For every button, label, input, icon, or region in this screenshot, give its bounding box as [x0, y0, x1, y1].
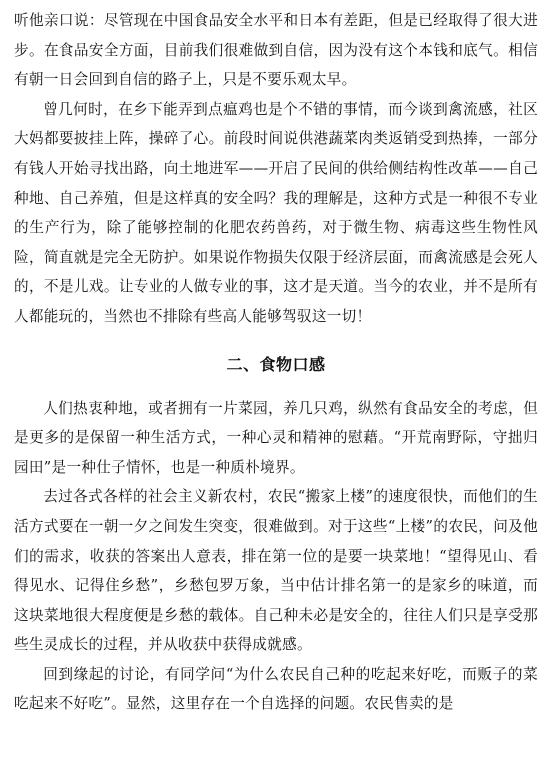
- paragraph-lifestyle: 人们热衷种地，或者拥有一片菜园，养几只鸡，纵然有食品安全的考虑，但是更多的是保留一种生活方式，一种心灵和精神的慰藉。“开荒南野际，守拙归园田”是一种仕子情怀，也是一种质朴境界。: [14, 399, 538, 476]
- paragraph-poultry-safety: 曾几何时，在乡下能弄到点瘟鸡也是个不错的事情，而今谈到禽流感，社区大妈都要披挂上阵，操碎了心。前段时间说供港蔬菜肉类返销受到热捧，一部分有钱人开始寻找出路，向土地进军——开启了民间的供给侧结构性改革——自己种地、自己养殖，但是这样真的安全吗？我的理解是，这种方式是一种很不专业的生产行为，除了能够控制的化肥农药兽药，对于微生物、病毒这些生物性风险，简直就是完全无防护。如果说作物损失仅限于经济层面，而禽流感是会死人的，不是儿戏。让专业的人做专业的事，这才是天道。当今的农业，并不是所有人都能玩的，当然也不排除有些高人能够驾驭这一切！: [14, 100, 538, 325]
- paragraph-continuation: 听他亲口说：尽管现在中国食品安全水平和日本有差距，但是已经取得了很大进步。在食品安全方面，目前我们很难做到自信，因为没有这个本钱和底气。相信有朝一日会回到自信的路子上，只是不要乐观太早。: [14, 12, 538, 89]
- paragraph-new-countryside: 去过各式各样的社会主义新农村，农民“搬家上楼”的速度很快，而他们的生活方式要在一朝一夕之间发生突变，很难做到。对于这些“上楼”的农民，问及他们的需求，收获的答案出人意表，排在第一位的是要一块菜地！“望得见山、看得见水、记得住乡愁”，乡愁包罗万象，当中估计排名第一的是家乡的味道，而这块菜地很大程度便是乡愁的载体。自己种未必是安全的，往往人们只是享受那些生灵成长的过程，并从收获中获得成就感。: [14, 488, 538, 654]
- paragraph-taste-discussion: 回到缘起的讨论，有同学问“为什么农民自己种的吃起来好吃，而贩子的菜吃起来不好吃”。显然，这里存在一个自选择的问题。农民售卖的是: [14, 665, 538, 713]
- section-heading: 二、食物口感: [226, 354, 326, 374]
